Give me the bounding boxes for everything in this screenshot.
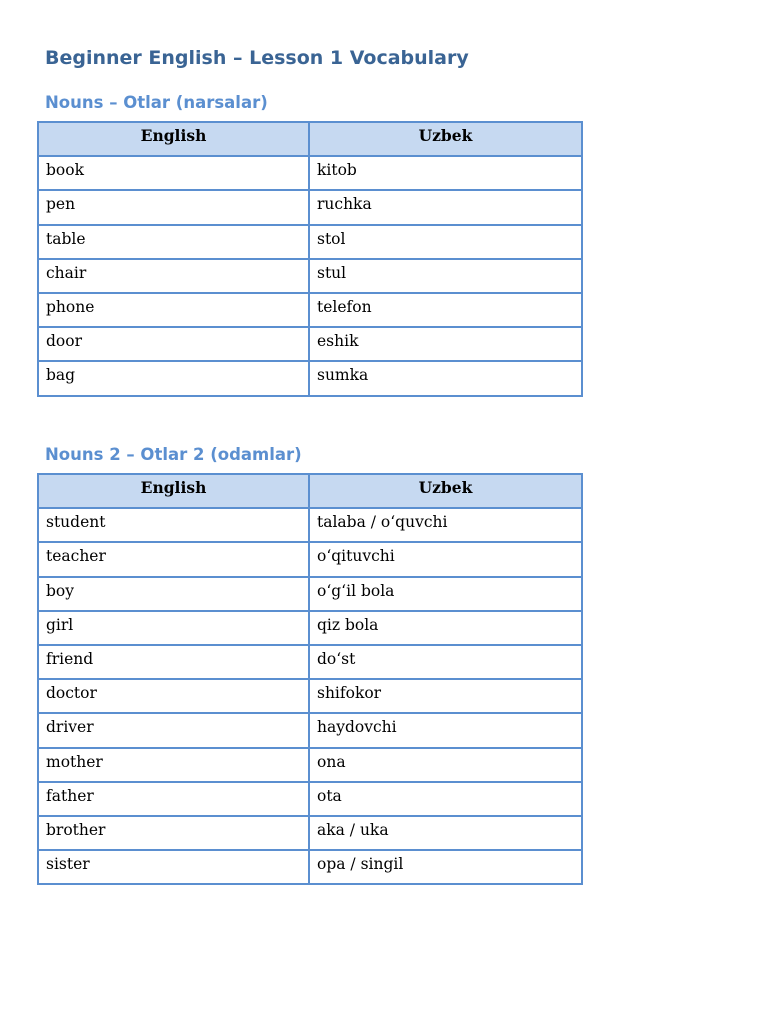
uzbek-cell: opa / singil — [309, 850, 582, 884]
table-header-row — [38, 122, 582, 156]
uzbek-cell: sumka — [309, 361, 582, 395]
english-cell: door — [38, 327, 309, 361]
table-row — [38, 293, 582, 327]
uzbek-cell: do‘st — [309, 645, 582, 679]
uzbek-cell: kitob — [309, 156, 582, 190]
uzbek-cell: o‘g‘il bola — [309, 577, 582, 611]
table-row — [38, 850, 582, 884]
table-row — [38, 679, 582, 713]
english-cell: table — [38, 225, 309, 259]
english-cell: mother — [38, 748, 309, 782]
uzbek-cell: shifokor — [309, 679, 582, 713]
table-row — [38, 156, 582, 190]
english-cell: phone — [38, 293, 309, 327]
table-row — [38, 645, 582, 679]
english-cell: student — [38, 508, 309, 542]
table-row — [38, 190, 582, 224]
table-row — [38, 713, 582, 747]
english-cell: chair — [38, 259, 309, 293]
table-row — [38, 327, 582, 361]
english-cell: father — [38, 782, 309, 816]
table-row — [38, 611, 582, 645]
uzbek-cell: ona — [309, 748, 582, 782]
table-row — [38, 782, 582, 816]
uzbek-cell: haydovchi — [309, 713, 582, 747]
table-row — [38, 577, 582, 611]
english-cell: girl — [38, 611, 309, 645]
english-cell: pen — [38, 190, 309, 224]
table-row — [38, 748, 582, 782]
table-row — [38, 508, 582, 542]
english-cell: sister — [38, 850, 309, 884]
vocabulary-table-nouns-2 — [37, 473, 583, 885]
english-cell: bag — [38, 361, 309, 395]
table-row — [38, 361, 582, 395]
document-title: Beginner English – Lesson 1 Vocabulary — [45, 47, 469, 69]
section-heading-nouns: Nouns – Otlar (narsalar) — [45, 93, 268, 112]
uzbek-cell: eshik — [309, 327, 582, 361]
english-cell: boy — [38, 577, 309, 611]
vocabulary-table-nouns — [37, 121, 583, 397]
table-row — [38, 542, 582, 576]
table-header-row — [38, 474, 582, 508]
uzbek-cell: stol — [309, 225, 582, 259]
english-cell: teacher — [38, 542, 309, 576]
column-header-english: English — [38, 122, 309, 156]
english-cell: driver — [38, 713, 309, 747]
english-cell: brother — [38, 816, 309, 850]
table-row — [38, 816, 582, 850]
uzbek-cell: o‘qituvchi — [309, 542, 582, 576]
uzbek-cell: qiz bola — [309, 611, 582, 645]
table-row — [38, 225, 582, 259]
english-cell: book — [38, 156, 309, 190]
column-header-uzbek: Uzbek — [309, 122, 582, 156]
uzbek-cell: talaba / o‘quvchi — [309, 508, 582, 542]
uzbek-cell: aka / uka — [309, 816, 582, 850]
column-header-uzbek: Uzbek — [309, 474, 582, 508]
section-heading-nouns-2: Nouns 2 – Otlar 2 (odamlar) — [45, 445, 302, 464]
table-row — [38, 259, 582, 293]
uzbek-cell: ota — [309, 782, 582, 816]
uzbek-cell: ruchka — [309, 190, 582, 224]
uzbek-cell: stul — [309, 259, 582, 293]
english-cell: friend — [38, 645, 309, 679]
uzbek-cell: telefon — [309, 293, 582, 327]
column-header-english: English — [38, 474, 309, 508]
english-cell: doctor — [38, 679, 309, 713]
